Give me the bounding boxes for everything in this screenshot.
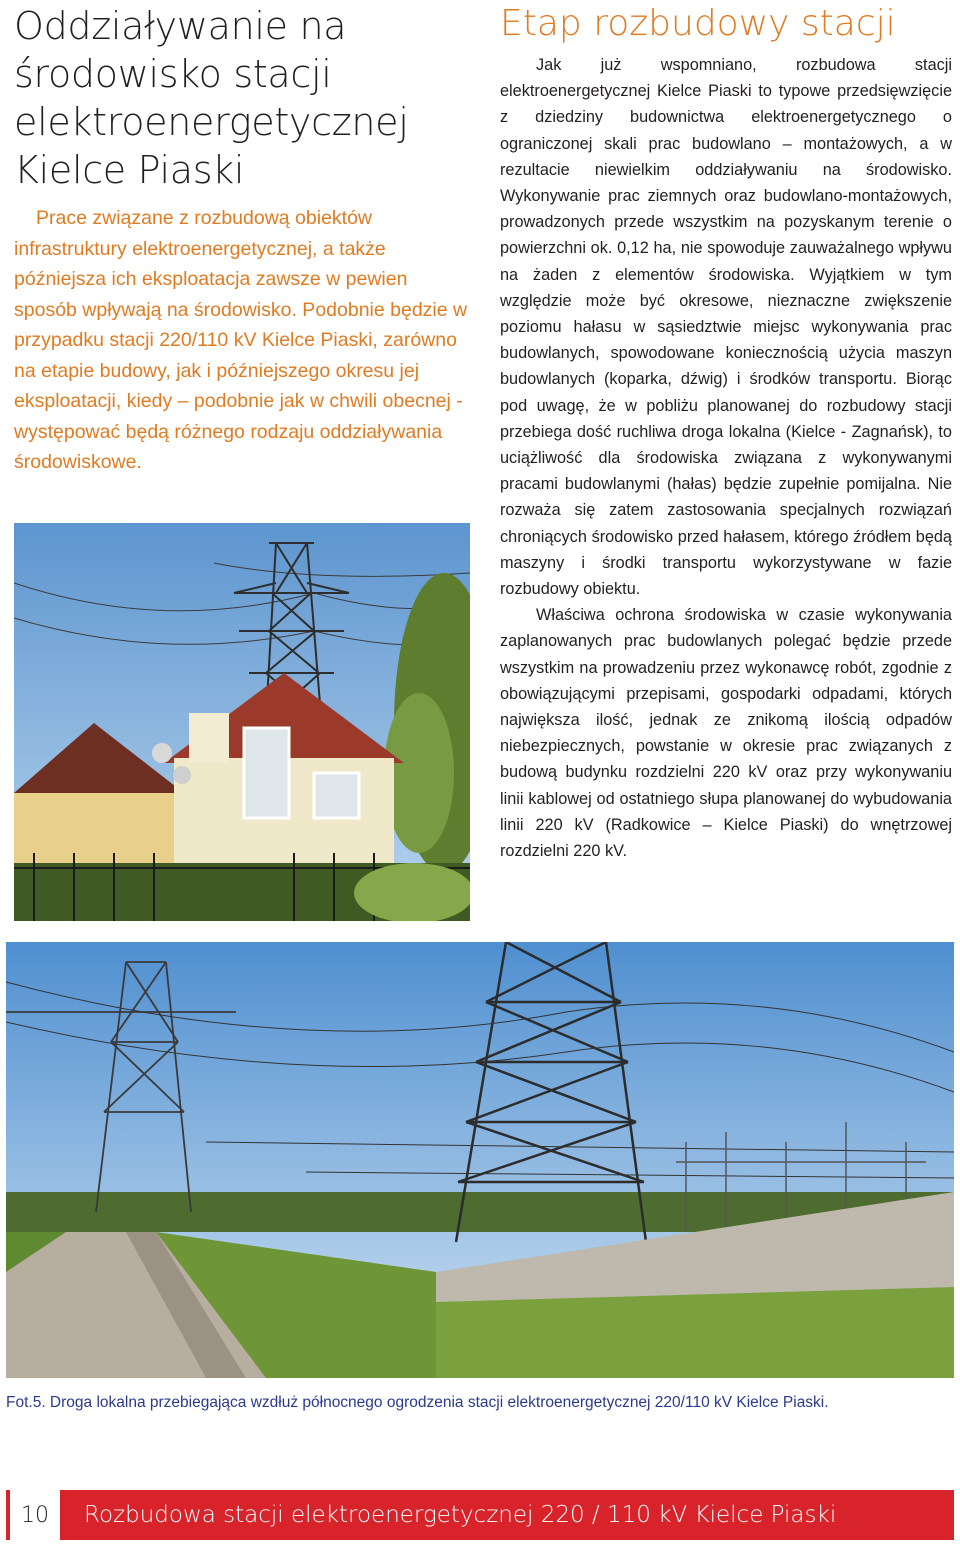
body-paragraph: Jak już wspomniano, rozbudowa stacji elektroenergetycznej Kielce Piaski to typowe przedsięwzięcie z dziedziny budownictwa elektroenergetycznego o ograniczonej skali prac budowlano – montażowych, a w rezultacie niewielkim oddziaływaniu na środowisko. Wykonywanie prac ziemnych oraz budowlano-montażowych, prowadzonych przede wszystkim na pozyskanym terenie o powierzchni ok. 0,12 ha, nie spowoduje zauważalnego wpływu na żaden z elementów środowiska. Wyjątkiem w tym względzie może być okresowe, nieznaczne zwiększenie poziomu hałasu w sąsiedztwie miejsc wykonywania prac budowlanych, spowodowane koniecznością użycia maszyn budowlanych (koparka, dźwig) i środków transportu. Biorąc pod uwagę, że w pobliżu planowanej do rozbudowy stacji przebiega dość ruchliwa droga lokalna (Kielce - Zagnańsk), to uciążliwość dla środowiska związana z wykonywanymi pracami budowlanymi (hałas) będzie zupełnie pomijalna. Nie rozważa się zatem zastosowania specjalnych rozwiązań chroniących środowisko przed hałasem, którego źródłem będą maszyny i środki transportu wykorzystywane w fazie rozbudowy obiektu. — [500, 56, 952, 599]
section-body — [500, 52, 952, 864]
page-number: 10 — [10, 1490, 60, 1540]
footer-title: Rozbudowa stacji elektroenergetycznej 220 / 110 kV Kielce Piaski — [84, 1502, 837, 1528]
section-title: Etap rozbudowy stacji — [500, 3, 896, 44]
footer-bar — [6, 1490, 954, 1540]
lead-paragraph: Prace związane z rozbudową obiektów infrastruktury elektroenergetycznej, a także późniejsza ich eksploatacja zawsze w pewien sposób wpływają na środowisko. Podobnie będzie w przypadku stacji 220/110 kV Kielce Piaski, zarówno na etapie budowy, jak i późniejszego okresu jej eksploatacji, kiedy – podobnie jak w chwili obecnej - występować będą różnego rodzaju oddziaływania środowiskowe. — [14, 207, 468, 473]
photo-caption: Fot.5. Droga lokalna przebiegająca wzdłuż północnego ogrodzenia stacji elektroenergetycznej 220/110 kV Kielce Piaski. — [6, 1394, 829, 1411]
house-pylon-photo — [14, 523, 470, 921]
body-paragraph: Właściwa ochrona środowiska w czasie wykonywania zaplanowanych prac budowlanych polegać będzie przede wszystkim na prowadzeniu przez wykonawcę robót, zgodnie z obowiązującymi przepisami, gospodarki odpadami, których największa ilość, jednak ze znikomą ilością odpadów niebezpiecznych, powstanie w okresie prac związanych z budową budynku rozdzielni 220 kV oraz przy wykonywaniu linii kablowej od ostatniego słupa planowanej do wybudowania linii 220 kV (Radkowice – Kielce Piaski) do wnętrzowej rozdzielni 220 kV. — [500, 606, 952, 861]
article-title: Oddziaływanie na środowisko stacji elektroenergetycznej Kielce Piaski — [14, 4, 409, 192]
road-substation-photo — [6, 942, 954, 1378]
